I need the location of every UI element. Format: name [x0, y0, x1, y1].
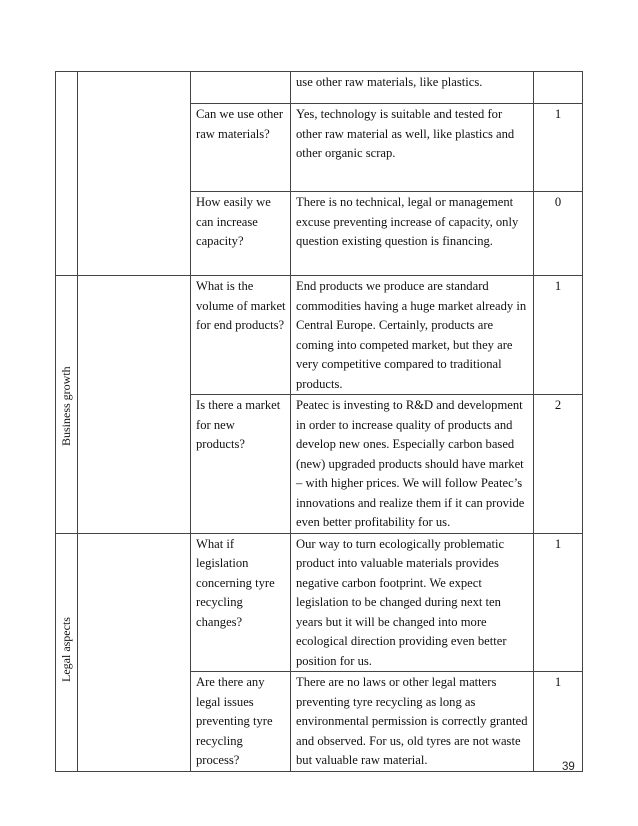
answer-text: There is no technical, legal or management excuse preventing increase of capacity, only question existing question is financing. [296, 195, 519, 248]
question-cell [191, 672, 291, 772]
question-cell [191, 533, 291, 672]
answer-cell [291, 192, 534, 276]
table-row [56, 72, 583, 104]
score-cell [534, 672, 583, 772]
score-text: 2 [554, 398, 562, 412]
answer-cell [291, 276, 534, 395]
answer-text: There are no laws or other legal matters preventing tyre recycling as long as environmental permission is correctly granted and observed. For us, old tyres are not waste but valuable raw material. [296, 675, 528, 767]
question-cell [191, 395, 291, 534]
question-text: Is there a market for new products? [196, 398, 281, 451]
answer-cell [291, 104, 534, 192]
category-cell-empty [56, 72, 78, 276]
score-cell [534, 276, 583, 395]
score-cell [534, 192, 583, 276]
answer-text: End products we produce are standard commodities having a huge market already in Central Europe. Certainly, products are coming into competed market, but they are very competitive compared to traditional products. [296, 279, 527, 391]
answer-text: Our way to turn ecologically problematic product into valuable materials provides negative carbon footprint. We expect legislation to be changed during next ten years but it will be changed into more ecological direction providing even better position for us. [296, 536, 507, 668]
answer-text: Yes, technology is suitable and tested for other raw material as well, like plastics and other organic scrap. [296, 107, 515, 160]
question-cell [191, 276, 291, 395]
score-text [534, 72, 582, 73]
answer-cell [291, 533, 534, 672]
answer-text: use other raw materials, like plastics. [296, 75, 483, 89]
category-spacer-cell [78, 533, 191, 771]
score-cell [534, 395, 583, 534]
score-text: 0 [554, 195, 562, 209]
category-label-business-growth: Business growth [59, 366, 73, 446]
answer-cell [291, 672, 534, 772]
page-number: 39 [562, 761, 575, 773]
question-cell [191, 104, 291, 192]
answer-cell [291, 395, 534, 534]
category-spacer-cell [78, 276, 191, 534]
score-cell [534, 104, 583, 192]
score-text: 1 [554, 675, 562, 689]
question-cell [191, 72, 291, 104]
question-text: How easily we can increase capacity? [196, 195, 271, 248]
score-cell [534, 533, 583, 672]
table-row [56, 276, 583, 395]
answer-cell [291, 72, 534, 104]
question-text: Can we use other raw materials? [196, 107, 284, 141]
question-text: What if legislation concerning tyre recycling changes? [196, 536, 275, 629]
assessment-table [55, 71, 583, 772]
category-spacer-cell [78, 72, 191, 276]
table-row [56, 533, 583, 672]
question-cell [191, 192, 291, 276]
category-cell-business-growth [56, 276, 78, 534]
question-text: What is the volume of market for end products? [196, 279, 286, 332]
answer-text: Peatec is investing to R&D and development in order to increase quality of products and develop new ones. Especially carbon based (new) upgraded products should have market – with higher prices. We will follow Peatec’s innovations and realize them if it can provide even better profitability for us. [296, 398, 525, 529]
score-text: 1 [554, 536, 562, 551]
question-text: Are there any legal issues preventing tyre recycling process? [196, 675, 273, 767]
score-cell [534, 72, 583, 104]
question-text [191, 72, 290, 73]
category-label-legal-aspects: Legal aspects [59, 616, 73, 682]
score-text: 1 [554, 107, 562, 121]
score-text: 1 [554, 279, 562, 293]
category-cell-legal-aspects [56, 533, 78, 771]
